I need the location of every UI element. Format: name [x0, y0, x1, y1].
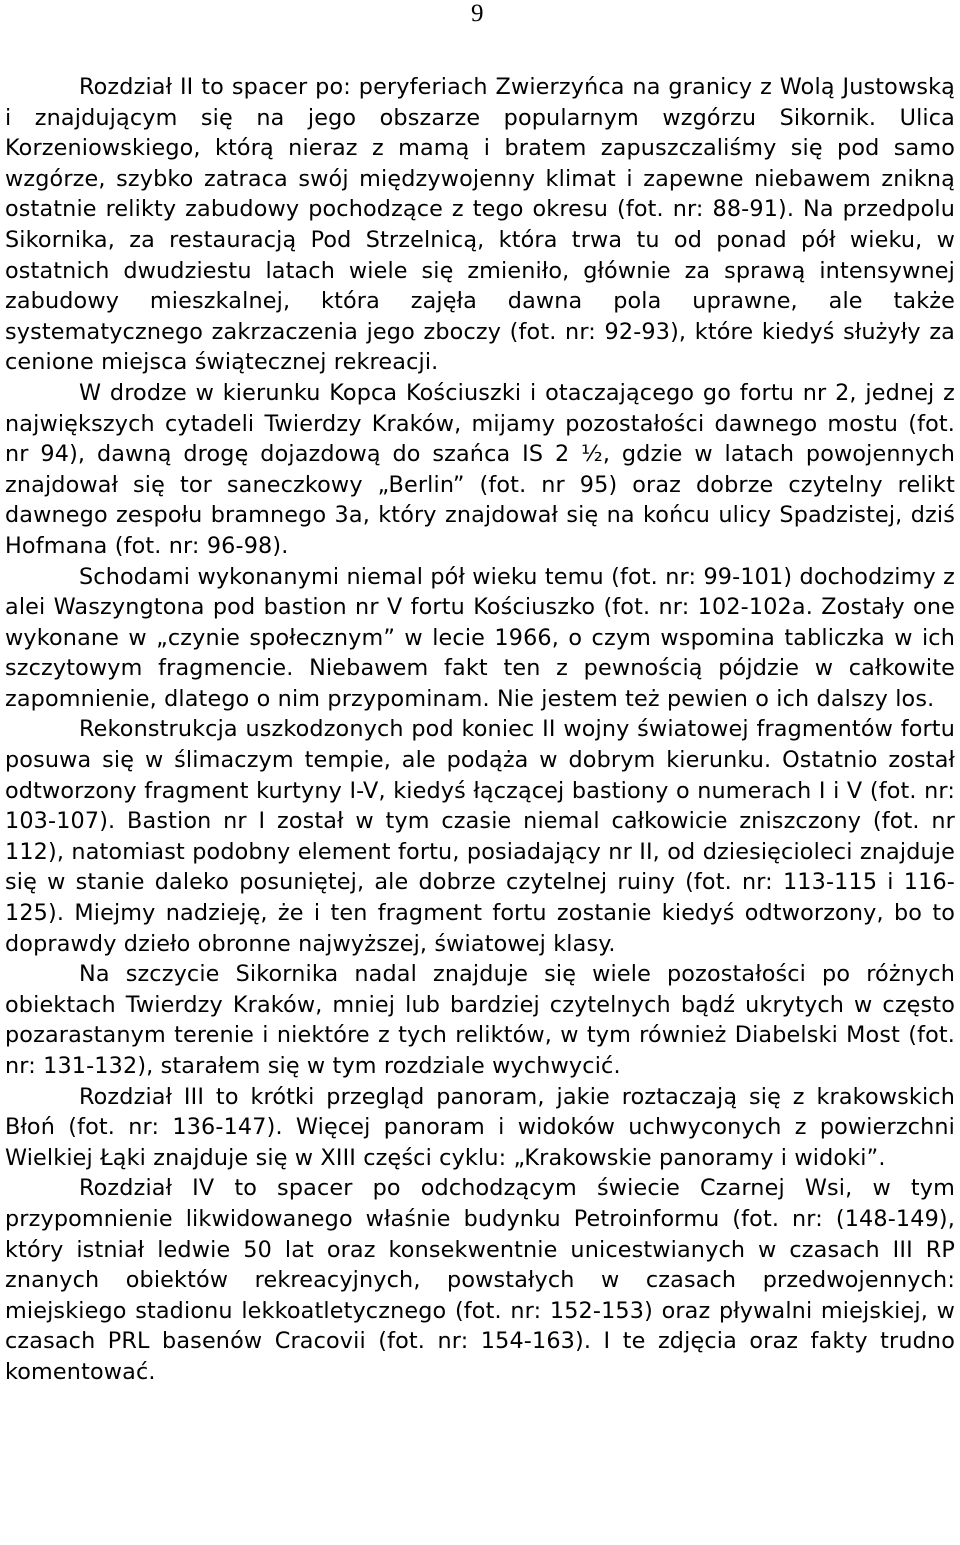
paragraph-rozdzial-iii: Rozdział III to krótki przegląd panoram, jakie roztaczają się z krakowskich Błoń (fot. nr: 136-147). Więcej panoram i widoków uchwyconych z powierzchni Wielkiej Łąki znajduje się w XIII części cyklu: „Krakowskie panoramy i widoki”. — [5, 1083, 955, 1171]
paragraph-rozdzial-ii: Rozdział II to spacer po: peryferiach Zwierzyńca na granicy z Wolą Justowską i znajdującym się na jego obszarze popularnym wzgórzu Sikornik. Ulica Korzeniowskiego, którą nieraz z mamą i bratem zapuszczaliśmy się pod samo wzgórze, szybko zatraca swój międzywojenny klimat i zapewne niebawem znikną ostatnie relikty zabudowy pochodzące z tego okresu (fot. nr: 88-91). Na przedpolu Sikornika, za restauracją Pod Strzelnicą, która trwa tu od ponad pół wieku, w ostatnich dwudziestu latach wiele się zmieniło, głównie za sprawą intensywnej zabudowy mieszkalnej, która zajęła dawna pola uprawne, ale także systematycznego zakrzaczenia jego zboczy (fot. nr: 92-93), które kiedyś służyły za cenione miejsca świątecznej rekreacji. — [5, 74, 955, 376]
page-number: 9 — [471, 0, 484, 27]
paragraph-szczyt-sikornika: Na szczycie Sikornika nadal znajduje się wiele pozostałości po różnych obiektach Twierdzy Kraków, mniej lub bardziej czytelnych bądź ukrytych w często pozarastanym terenie i niektóre z tych reliktów, w tym również Diabelski Most (fot. nr: 131-132), starałem się w tym rozdziale wychwycić. — [5, 961, 955, 1079]
paragraph-rekonstrukcja: Rekonstrukcja uszkodzonych pod koniec II wojny światowej fragmentów fortu posuwa się w ślimaczym tempie, ale podąża w dobrym kierunku. Ostatnio został odtworzony fragment kurtyny I-V, kiedyś łączącej bastiony o numerach I i V (fot. nr: 103-107). Bastion nr I został w tym czasie niemal całkowicie zniszczony (fot. nr 112), natomiast podobny element fortu, posiadający nr II, od dziesięcioleci znajduje się w stanie daleko posuniętej, ale dobrze czytelnej ruiny (fot. nr: 113-115 i 116-125). Miejmy nadzieję, że i ten fragment fortu zostanie kiedyś odtworzony, bo to doprawdy dzieło obronne najwyższej, światowej klasy. — [5, 716, 955, 957]
paragraph-schody: Schodami wykonanymi niemal pół wieku temu (fot. nr: 99-101) dochodzimy z alei Waszyngtona pod bastion nr V fortu Kościuszko (fot. nr: 102-102a. Zostały one wykonane w „czynie społecznym” w lecie 1966, o czym wspomina tabliczka w ich szczytowym fragmencie. Niebawem fakt ten z pewnością pójdzie w całkowite zapomnienie, dlatego o nim przypominam. Nie jestem też pewien o ich dalszy los. — [5, 563, 955, 712]
paragraph-rozdzial-iv: Rozdział IV to spacer po odchodzącym świecie Czarnej Wsi, w tym przypomnienie likwidowanego właśnie budynku Petroinformu (fot. nr: (148-149), który istniał ledwie 50 lat oraz konsekwentnie unicestwianych w czasach III RP znanych obiektów rekreacyjnych, powstałych w czasach przedwojennych: miejskiego stadionu lekkoatletycznego (fot. nr: 152-153) oraz pływalni miejskiej, w czasach PRL basenów Cracovii (fot. nr: 154-163). I te zdjęcia oraz fakty trudno komentować. — [5, 1175, 955, 1385]
page-body — [5, 72, 955, 1388]
paragraph-kopiec-kosciuszki: W drodze w kierunku Kopca Kościuszki i otaczającego go fortu nr 2, jednej z największych cytadeli Twierdzy Kraków, mijamy pozostałości dawnego mostu (fot. nr 94), dawną drogę dojazdową do szańca IS 2 ½, gdzie w latach powojennych znajdował się tor saneczkowy „Berlin” (fot. nr 95) oraz dobrze czytelny relikt dawnego zespołu bramnego 3a, który znajdował się na końcu ulicy Spadzistej, dziś Hofmana (fot. nr: 96-98). — [5, 379, 955, 559]
